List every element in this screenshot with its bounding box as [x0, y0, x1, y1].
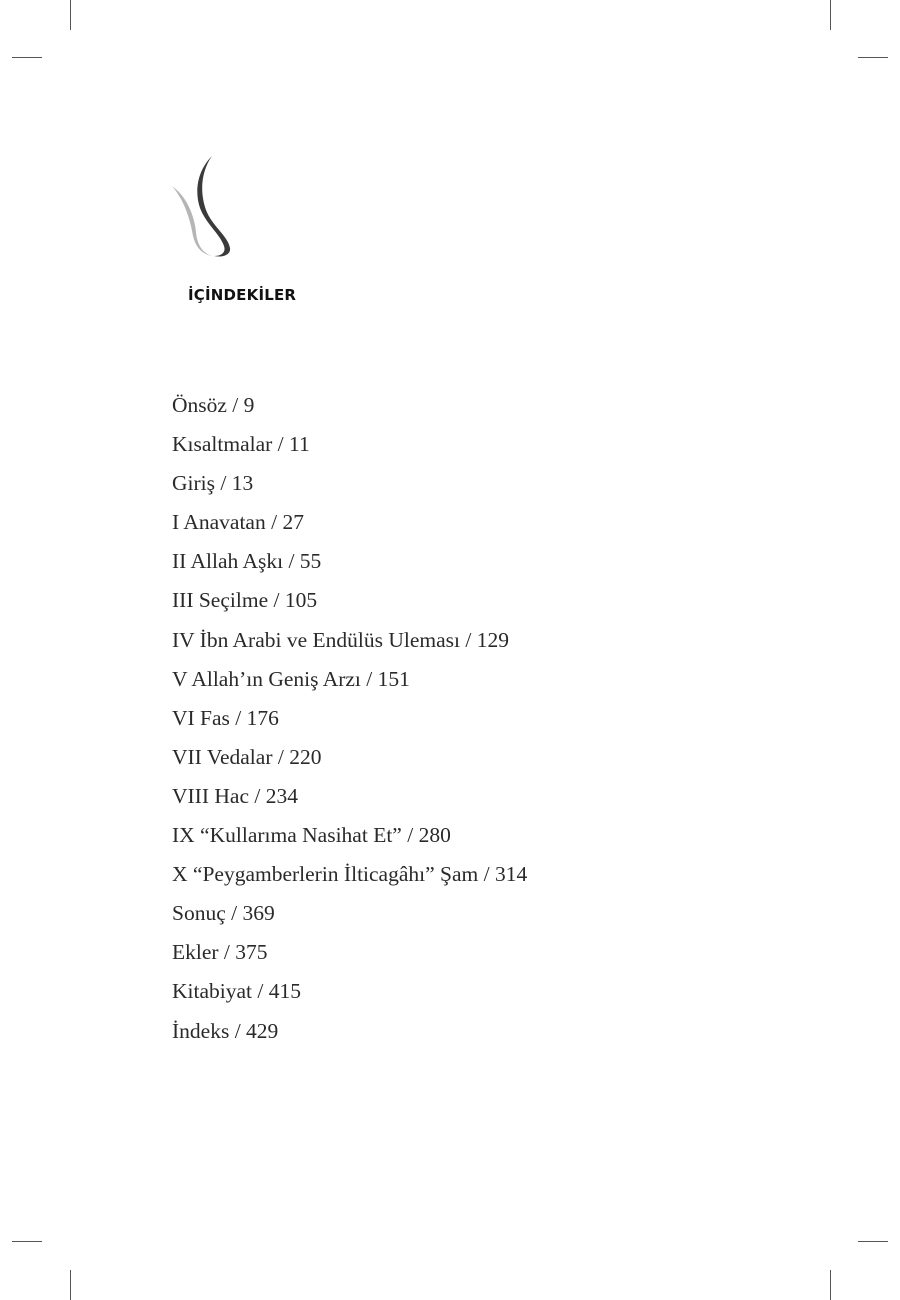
- crop-mark-top-left: [70, 0, 71, 30]
- crop-mark-right-top: [858, 57, 888, 58]
- toc-entry: IX “Kullarıma Nasihat Et” / 280: [172, 823, 451, 848]
- toc-heading: İÇİNDEKİLER: [188, 286, 297, 304]
- toc-entry: Ekler / 375: [172, 940, 268, 965]
- toc-entry: VI Fas / 176: [172, 705, 279, 730]
- toc-entry: X “Peygamberlerin İlticagâhı” Şam / 314: [172, 862, 528, 887]
- swash-light-stroke: [172, 186, 212, 256]
- toc-entry: IV İbn Arabi ve Endülüs Uleması / 129: [172, 627, 509, 652]
- crop-mark-bottom-left: [70, 1270, 71, 1300]
- toc-entry: V Allah’ın Geniş Arzı / 151: [172, 666, 410, 691]
- toc-list: [172, 388, 527, 1053]
- toc-entry: Kısaltmalar / 11: [172, 432, 310, 457]
- toc-entry: I Anavatan / 27: [172, 510, 304, 535]
- crop-mark-bottom-right: [830, 1270, 831, 1300]
- toc-entry: Giriş / 13: [172, 471, 254, 496]
- toc-entry: VIII Hac / 234: [172, 783, 298, 808]
- toc-entry: Sonuç / 369: [172, 901, 275, 926]
- toc-entry: III Seçilme / 105: [172, 588, 318, 613]
- toc-entry: İndeks / 429: [172, 1018, 279, 1043]
- toc-entry: II Allah Aşkı / 55: [172, 549, 322, 574]
- crop-mark-top-right: [830, 0, 831, 30]
- crop-mark-right-bottom: [858, 1241, 888, 1242]
- crop-mark-left-top: [12, 57, 42, 58]
- crop-mark-left-bottom: [12, 1241, 42, 1242]
- calligraphic-swash-icon: [168, 152, 240, 260]
- swash-dark-stroke: [197, 156, 230, 257]
- toc-entry: Önsöz / 9: [172, 393, 255, 417]
- toc-entry: Kitabiyat / 415: [172, 979, 301, 1004]
- toc-entry: VII Vedalar / 220: [172, 744, 322, 769]
